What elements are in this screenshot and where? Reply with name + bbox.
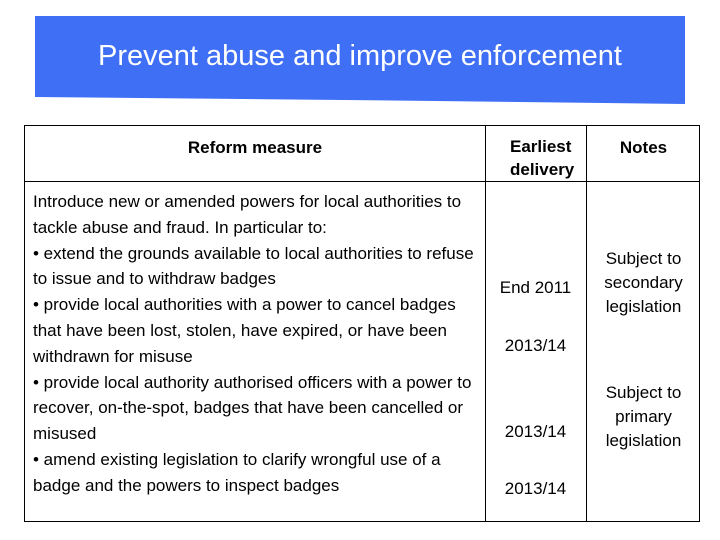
header-earliest-delivery: Earliest delivery xyxy=(510,137,575,179)
bullet-item: • provide local authorities with a power to cancel badges that have been lost, stolen, have expired, or have been withdrawn for misuse xyxy=(33,295,456,366)
bullet-item: • provide local authority authorised officers with a power to recover, on-the-spot, badges that have been cancelled or misused xyxy=(33,372,472,444)
delivery-value: 2013/14 xyxy=(504,479,567,498)
reform-measure-cell xyxy=(33,189,488,499)
bullet-item: • extend the grounds available to local authorities to refuse to issue and to withdraw badges xyxy=(33,243,474,289)
delivery-value: End 2011 xyxy=(499,278,572,297)
reform-table xyxy=(24,125,700,522)
header-divider xyxy=(25,181,699,182)
delivery-value: 2013/14 xyxy=(504,336,567,355)
header-notes: Notes xyxy=(619,138,668,157)
intro-text: Introduce new or amended powers for local authorities to tackle abuse and fraud. In particular to: xyxy=(33,192,462,237)
bullet-item: • amend existing legislation to clarify wrongful use of a badge and the powers to inspect badges xyxy=(33,449,441,495)
header-reform-measure: Reform measure xyxy=(187,138,323,157)
slide-title: Prevent abuse and improve enforcement xyxy=(98,40,622,72)
delivery-value: 2013/14 xyxy=(504,422,567,441)
column-divider xyxy=(586,126,587,521)
notes-value: Subject to secondary legislation xyxy=(604,249,683,316)
notes-value: Subject to primary legislation xyxy=(605,383,682,450)
